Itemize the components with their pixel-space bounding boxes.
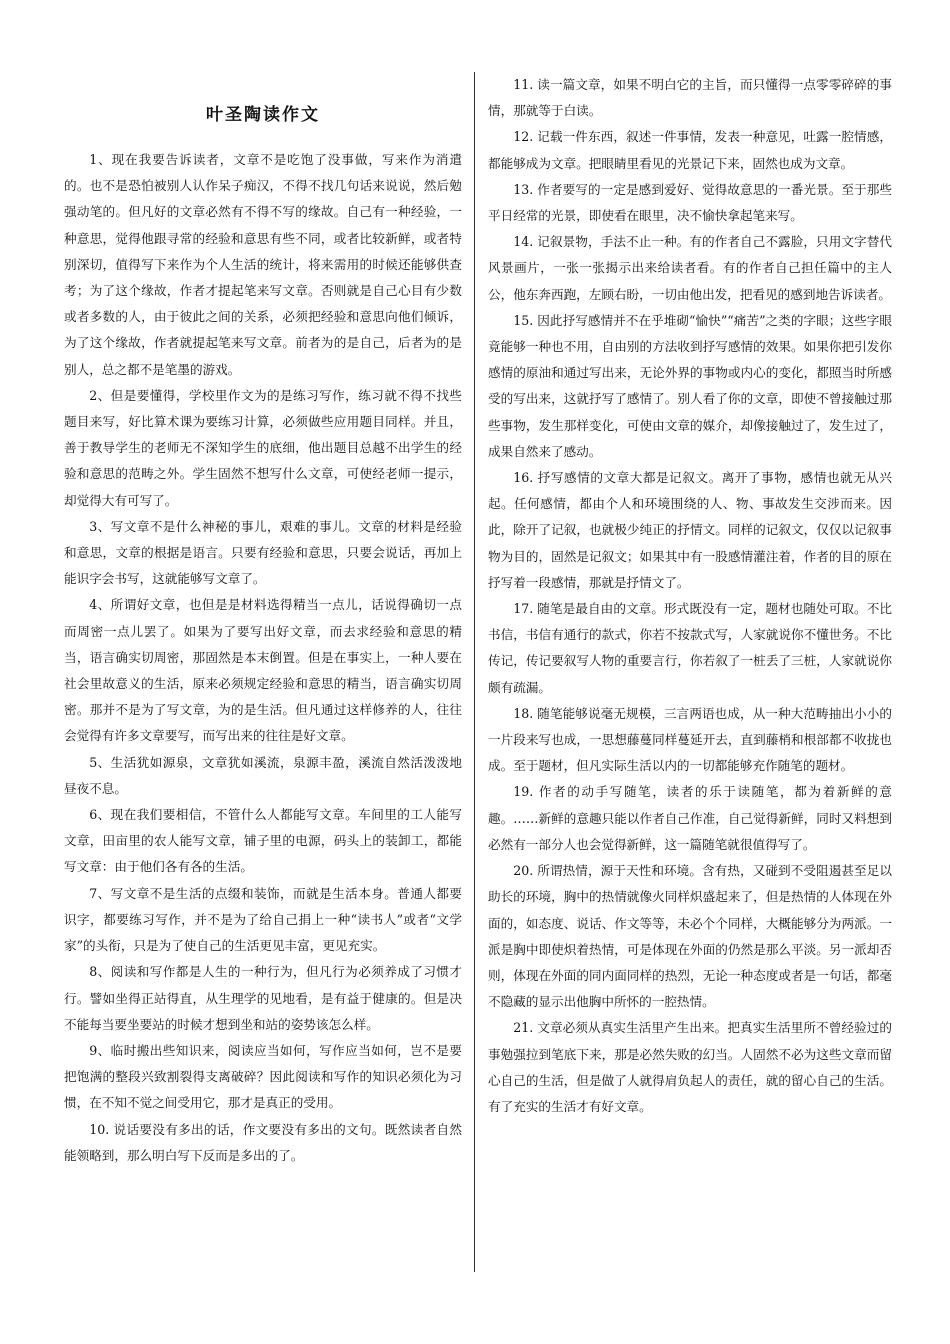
paragraph-10: 10. 说话要没有多出的话，作文要没有多出的文句。既然读者自然能领略到，那么明白写下反而是多出的了。 — [64, 1121, 462, 1163]
paragraph-8: 8、阅读和写作都是人生的一种行为，但凡行为必须养成了习惯才行。譬如坐得正站得直，从生理学的见地看，是有益于健康的。但是决不能每当要坐要站的时候才想到坐和站的姿势该怎么样。 — [64, 964, 462, 1032]
paragraph-19: 19. 作者的动手写随笔，读者的乐于读随笔，都为着新鲜的意趣。……新鲜的意趣只能以作者自己作准，自己觉得新鲜，同时又料想到必然有一部分人也会觉得新鲜，这一篇随笔就很值得写了。 — [488, 784, 892, 852]
paragraph-17: 17. 随笔是最自由的文章。形式既没有一定，题材也随处可取。不比书信，书信有通行的款式，你若不按款式写，人家就说你不懂世务。不比传记，传记要叙写人物的重要言行，你若叙了一桩丢了三桩，人家就说你颇有疏漏。 — [488, 601, 892, 695]
paragraph-13: 13. 作者要写的一定是感到爱好、觉得故意思的一番光景。至于那些平日经常的光景，即使看在眼里，决不愉快拿起笔来写。 — [488, 181, 892, 224]
paragraph-4: 4、所谓好文章，也但是是材料选得精当一点儿，话说得确切一点而周密一点儿罢了。如果为了要写出好文章，而去求经验和意思的精当，语言确实切周密，那固然是本末倒置。但是在事实上，一种人要在社会里故意义的生活，原来必须规定经验和意思的精当，语言确实切周密。那并不是为了写文章，为的是生活。但凡通过这样修养的人，往往会觉得有许多文章要写，而写出来的往往是好文章。 — [64, 597, 462, 744]
paragraph-5: 5、生活犹如源泉，文章犹如溪流，泉源丰盈，溪流自然活泼泼地昼夜不息。 — [64, 754, 462, 796]
left-column — [64, 72, 462, 1169]
paragraph-12: 12. 记载一件东西，叙述一件事情，发表一种意见，吐露一腔情感，都能够成为文章。把眼睛里看见的光景记下来，固然也成为文章。 — [488, 129, 892, 171]
paragraph-6: 6、现在我们要相信，不管什么人都能写文章。车间里的工人能写文章，田亩里的农人能写文章，铺子里的电源，码头上的装卸工，都能写文章：由于他们各有各的生活。 — [64, 807, 462, 875]
paragraph-1: 1、现在我要告诉读者，文章不是吃饱了没事做，写来作为消遣的。也不是恐怕被别人认作呆子痴汉，不得不找几句话来说说，然后勉强动笔的。但凡好的文章必然有不得不写的缘故。自己有一种经验，一种意思，觉得他跟寻常的经验和意思有些不同，或者比较新鲜，或者特别深切，值得写下来作为个人生活的统计，将来需用的时候还能够供查考；为了这个缘故，作者才提起笔来写文章。否则就是自己心目有少数或者多数的人，由于彼此之间的关系，必须把经验和意思向他们倾诉，为了这个缘故，作者就提起笔来写文章。前者为的是自己，后者为的是别人，总之都不是笔墨的游戏。 — [64, 152, 462, 377]
paragraph-9: 9、临时搬出些知识来，阅读应当如何，写作应当如何，岂不是要把饱满的整段兴致割裂得支离破碎？因此阅读和写作的知识必须化为习惯，在不知不觉之间受用它，那才是真正的受用。 — [64, 1042, 462, 1111]
paragraph-21: 21. 文章必须从真实生活里产生出来。把真实生活里所不曾经验过的事勉强拉到笔底下来，那是必然失败的幻当。人固然不必为这些文章而留心自己的生活，但是做了人就得肩负起人的责任，就的留心自己的生活。有了充实的生活才有好文章。 — [488, 1020, 892, 1114]
paragraph-11: 11. 读一篇文章，如果不明白它的主旨，而只懂得一点零零碎碎的事情，那就等于白读。 — [488, 77, 892, 119]
paragraph-14: 14. 记叙景物，手法不止一种。有的作者自己不露脸，只用文字替代风景画片，一张一张揭示出来给读者看。有的作者自己担任篇中的主人公，他东奔西跑，左顾右盼，一切由他出发，把看见的感到地告诉读者。 — [488, 234, 892, 302]
paragraph-15: 15. 因此抒写感情并不在乎堆砌“愉快”“痛苦”之类的字眼；这些字眼竟能够一种也不用，自由别的方法收到抒写感情的效果。如果你把引发你感情的原油和通过写出来，无论外界的事物或内心的变化，都照当时所感受的写出来，这就抒写了感情了。别人看了你的文章，即使不曾接触过那些事物，发生那样变化，可使由文章的媒介，却像接触过了，发生过了，成果自然来了感动。 — [488, 312, 892, 459]
right-column — [488, 72, 892, 1120]
paragraph-3: 3、写文章不是什么神秘的事儿，艰难的事儿。文章的材料是经验和意思，文章的根据是语言。只要有经验和意思，只要会说话，再加上能识字会书写，这就能够写文章了。 — [64, 518, 462, 587]
paragraph-20: 20. 所谓热情，源于天性和环境。含有热，又碰到不受阻遏甚至足以助长的环境，胸中的热情就像火同样炽盛起来了，但是热情的人体现在外面的，如态度、说话、作文等等，未必个个同样，大概能够分为两派。一派是胸中即使炽着热情，可是体现在外面的仍然是那么平淡。另一派却否则，体现在外面的同内面同样的热烈，无论一种态度或者是一句话，都毫不隐藏的显示出他胸中所怀的一腔热情。 — [488, 863, 892, 1010]
paragraph-16: 16. 抒写感情的文章大都是记叙文。离开了事物，感情也就无从兴起。任何感情，都由个人和环境围绕的人、物、事故发生交涉而来。因此，除开了记叙，也就极少纯正的抒情文。同样的记叙文，仅仅以记叙事物为目的，固然是记叙文；如果其中有一股感情灌注着，作者的目的原在抒写着一段感情，那就是抒情文了。 — [488, 470, 892, 590]
paragraph-7: 7、写文章不是生活的点缀和装饰，而就是生活本身。普通人都要识字，都要练习写作，并不是为了给自己捐上一种“读书人”或者“文学家”的头衔，只是为了使自己的生活更见丰富，更见充实。 — [64, 885, 462, 954]
paragraph-2: 2、但是要懂得，学校里作文为的是练习写作，练习就不得不找些题目来写，好比算术课为要练习计算，必须做些应用题目同样。并且，善于教导学生的老师无不深知学生的底细，他出题目总越不出学生的经验和意思的范畴之外。学生固然不想写什么文章，可使经老师一提示，却觉得大有可写了。 — [64, 387, 462, 508]
paragraph-18: 18. 随笔能够说毫无规模，三言两语也成，从一种大范畴抽出小小的一片段来写也成，一思想藤蔓同样蔓延开去，直到藤梢和根部都不收拢也成。至于题材，但凡实际生活以内的一切都能够充作随笔的题材。 — [488, 705, 892, 774]
column-divider — [474, 72, 475, 1272]
page-title: 叶圣陶读作文 — [206, 105, 320, 125]
